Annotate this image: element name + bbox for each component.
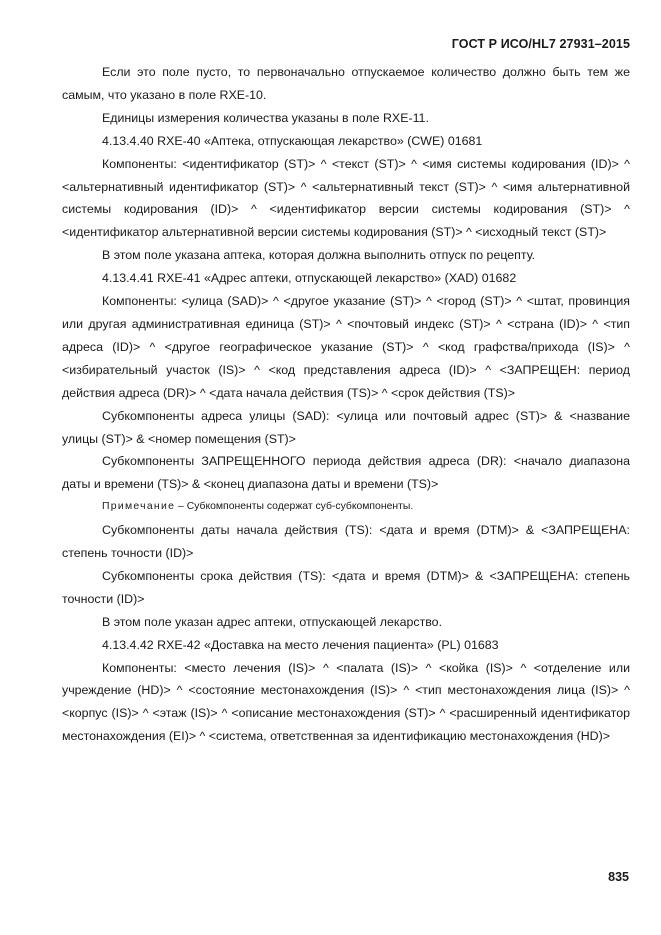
paragraph: Если это поле пусто, то первоначально отпускаемое количество должно быть тем же самым, что указано в поле RXE-10. <box>62 65 630 102</box>
note-text: – Субкомпоненты содержат суб-субкомпоненты. <box>175 501 414 513</box>
paragraph: Субкомпоненты адреса улицы (SAD): <улица или почтовый адрес (ST)> & <название улицы (ST)> & <номер помещения (ST)> <box>62 408 630 446</box>
paragraph: Субкомпоненты ЗАПРЕЩЕННОГО периода действия адреса (DR): <начало диапазона даты и времени (TS)> & <конец диапазона даты и времени (TS)> <box>62 454 630 492</box>
paragraph: Компоненты: <идентификатор (ST)> ^ <текст (ST)> ^ <имя системы кодирования (ID)> ^ <альтернативный идентификатор (ST)> ^ <альтернативный текст (ST)> ^ <имя альтернативной системы кодирования (ID)> ^ <идентификатор версии системы кодирования (ST)> ^ <идентификатор альтернативной версии системы кодирования (ST)> ^ <исходный текст (ST)> <box>62 156 630 240</box>
section-heading: 4.13.4.41 RXE-41 «Адрес аптеки, отпускающей лекарство» (XAD) 01682 <box>102 271 517 286</box>
paragraph: Субкомпоненты срока действия (TS): <дата и время (DTM)> & <ЗАПРЕЩЕНА: степень точности (ID)> <box>62 568 630 606</box>
page-number: 835 <box>608 870 629 884</box>
paragraph: Единицы измерения количества указаны в поле RXE-11. <box>102 110 429 125</box>
paragraph: Субкомпоненты даты начала действия (TS): <дата и время (DTM)> & <ЗАПРЕЩЕНА: степень точности (ID)> <box>62 523 630 561</box>
paragraph: В этом поле указана аптека, которая должна выполнить отпуск по рецепту. <box>102 248 536 263</box>
document-body <box>62 61 630 748</box>
section-heading: 4.13.4.40 RXE-40 «Аптека, отпускающая лекарство» (CWE) 01681 <box>102 133 483 148</box>
document-header: ГОСТ Р ИСО/HL7 27931–2015 <box>451 37 630 51</box>
paragraph: В этом поле указан адрес аптеки, отпускающей лекарство. <box>102 614 443 629</box>
section-heading: 4.13.4.42 RXE-42 «Доставка на место лечения пациента» (PL) 01683 <box>102 637 499 652</box>
paragraph: Компоненты: <место лечения (IS)> ^ <палата (IS)> ^ <койка (IS)> ^ <отделение или учреждение (HD)> ^ <состояние местонахождения (IS)> ^ <тип местонахождения лица (IS)> ^ <корпус (IS)> ^ <этаж (IS)> ^ <описание местонахождения (ST)> ^ <расширенный идентификатор местонахождения (EI)> ^ <система, ответственная за идентификацию местонахождения (HD)> <box>62 660 630 744</box>
note-label: Примечание <box>102 501 176 513</box>
paragraph: Компоненты: <улица (SAD)> ^ <другое указание (ST)> ^ <город (ST)> ^ <штат, провинция или другая административная единица (ST)> ^ <почтовый индекс (ST)> ^ <страна (ID)> ^ <тип адреса (ID)> ^ <другое географическое указание (ST)> ^ <код графства/прихода (IS)> ^ <избирательный участок (IS)> ^ <код представления адреса (ID)> ^ <ЗАПРЕЩЕН: период действия адреса (DR)> ^ <дата начала действия (TS)> ^ <срок действия (TS)> <box>62 294 630 400</box>
note <box>62 496 630 519</box>
